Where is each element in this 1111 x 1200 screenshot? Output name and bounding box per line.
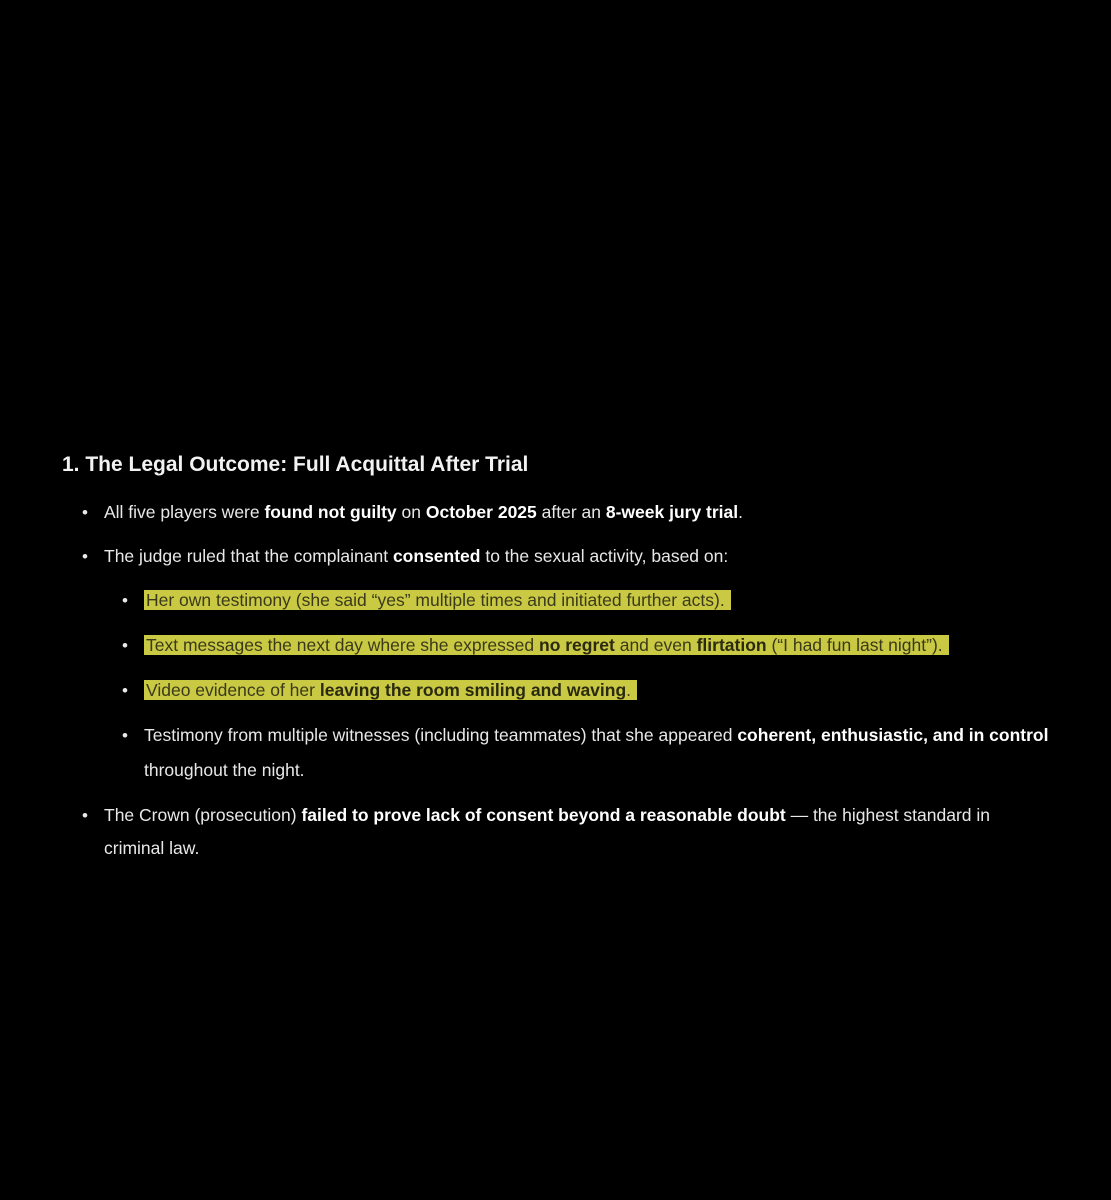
sub-list-item	[104, 673, 1052, 708]
article-section	[62, 448, 1052, 876]
sub-list-item: • Testimony from multiple witnesses (including teammates) that she appeared coherent, enthusiastic, and in control throughout the night.	[104, 718, 1052, 788]
sub-list-item	[104, 628, 1052, 663]
bullet-list	[62, 496, 1052, 865]
section-heading: 1. The Legal Outcome: Full Acquittal After Trial	[62, 453, 529, 476]
highlighted-text: Video evidence of her leaving the room smiling and waving.	[144, 680, 637, 700]
sub-list-item	[104, 583, 1052, 618]
list-item: • All five players were found not guilty on October 2025 after an 8-week jury trial.	[62, 496, 1052, 529]
sub-bullet-list	[104, 583, 1052, 788]
list-item: • The Crown (prosecution) failed to prove lack of consent beyond a reasonable doubt — the highest standard in criminal law.	[62, 799, 1052, 865]
highlighted-text: Text messages the next day where she expressed no regret and even flirtation (“I had fun last night”).	[144, 635, 949, 655]
highlighted-text: Her own testimony (she said “yes” multiple times and initiated further acts).	[144, 590, 731, 610]
list-item: • The judge ruled that the complainant consented to the sexual activity, based on: • Her own testimony (she said “yes” multiple times and initiated further acts). • Text messages the next day where she expressed no regret and even flirtation (“I had fun last night”). • Video evidence of her leaving the room smiling and waving. • Testimony from multiple witnesses (including teammates) that she appeared coherent, enthusiastic, and in control throughout the night.	[62, 540, 1052, 788]
